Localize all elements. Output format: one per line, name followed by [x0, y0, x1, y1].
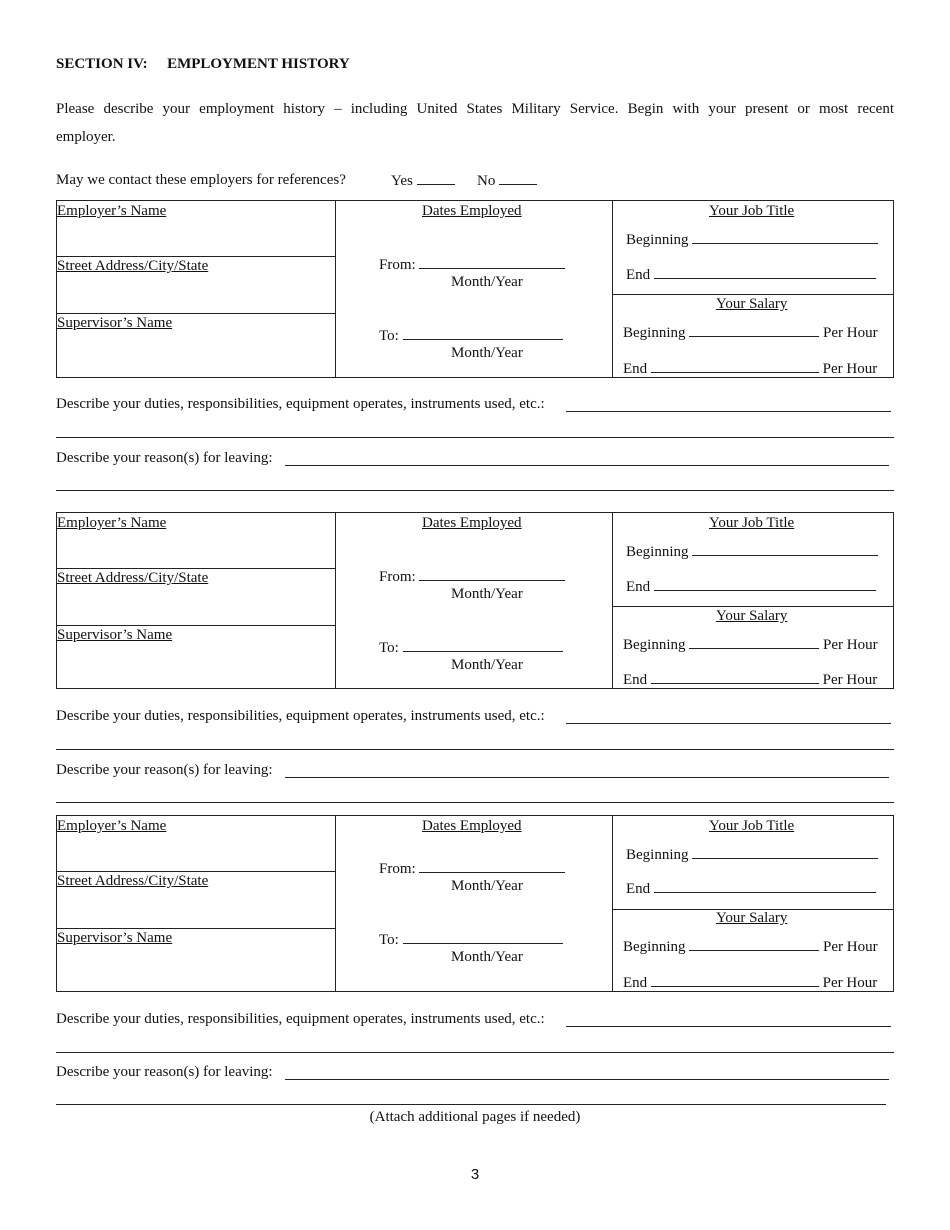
job-beginning-blank[interactable]	[692, 543, 878, 556]
supervisor-name-label: Supervisor’s Name	[57, 930, 173, 946]
reasons-label: Describe your reason(s) for leaving:	[56, 450, 273, 466]
from-month-year-label: Month/Year	[451, 274, 523, 290]
to-blank[interactable]	[403, 327, 563, 340]
reasons-line-2[interactable]	[56, 490, 894, 491]
from-blank[interactable]	[419, 256, 565, 269]
job-beginning-blank[interactable]	[692, 231, 878, 244]
contact-question-text: May we contact these employers for references?	[56, 172, 346, 188]
salary-label: Your Salary	[716, 910, 788, 926]
salary-beginning[interactable]	[623, 636, 878, 654]
per-hour-label: Per Hour	[822, 672, 878, 688]
per-hour-label: Per Hour	[823, 637, 878, 653]
per-hour-label: Per Hour	[823, 939, 878, 955]
from-blank[interactable]	[419, 568, 565, 581]
employer-name-label: Employer’s Name	[57, 203, 167, 219]
duties-blank[interactable]	[566, 1026, 891, 1027]
job-title-label: Your Job Title	[709, 818, 795, 834]
section-number: SECTION IV:	[56, 56, 148, 72]
salary-beginning-blank[interactable]	[689, 324, 819, 337]
dates-employed-label: Dates Employed	[422, 515, 522, 531]
employer-table-2	[56, 512, 894, 689]
job-title-end[interactable]	[626, 880, 876, 898]
salary-beginning-label: Beginning	[623, 637, 686, 653]
reasons-label: Describe your reason(s) for leaving:	[56, 762, 273, 778]
job-beginning-label: Beginning	[626, 232, 689, 248]
to-month-year-label: Month/Year	[451, 345, 523, 361]
to-field[interactable]	[379, 639, 563, 657]
job-end-blank[interactable]	[654, 578, 876, 591]
job-title-label: Your Job Title	[709, 203, 795, 219]
salary-end-blank[interactable]	[651, 671, 819, 684]
salary-label: Your Salary	[716, 608, 788, 624]
salary-beginning-blank[interactable]	[689, 938, 819, 951]
from-blank[interactable]	[419, 860, 565, 873]
job-end-label: End	[626, 267, 651, 283]
employer-table-3	[56, 815, 894, 992]
from-month-year-label: Month/Year	[451, 586, 523, 602]
contact-no[interactable]	[477, 172, 537, 190]
job-title-label: Your Job Title	[709, 515, 795, 531]
supervisor-name-label: Supervisor’s Name	[57, 315, 173, 331]
employer-name-label: Employer’s Name	[57, 515, 167, 531]
duties-line-2[interactable]	[56, 1052, 894, 1053]
supervisor-name-label: Supervisor’s Name	[57, 627, 173, 643]
from-month-year-label: Month/Year	[451, 878, 523, 894]
salary-end[interactable]	[623, 671, 877, 689]
contact-yes-blank[interactable]	[417, 172, 455, 185]
job-end-label: End	[626, 579, 651, 595]
job-title-beginning[interactable]	[626, 543, 878, 561]
job-title-end[interactable]	[626, 266, 876, 284]
section-heading	[56, 56, 350, 73]
salary-end[interactable]	[623, 974, 877, 992]
to-blank[interactable]	[403, 639, 563, 652]
salary-beginning-label: Beginning	[623, 939, 686, 955]
duties-line-2[interactable]	[56, 749, 894, 750]
intro-line-1: Please describe your employment history – including United States Military Service. Begin with your present or most recent	[56, 101, 894, 117]
reasons-blank[interactable]	[285, 465, 889, 466]
duties-label: Describe your duties, responsibilities, equipment operates, instruments used, etc.:	[56, 396, 545, 412]
street-address-label: Street Address/City/State	[57, 873, 209, 889]
from-field[interactable]	[379, 568, 565, 586]
job-title-beginning[interactable]	[626, 231, 878, 249]
contact-no-blank[interactable]	[499, 172, 537, 185]
attach-note	[0, 1109, 950, 1126]
to-field[interactable]	[379, 931, 563, 949]
section-title: EMPLOYMENT HISTORY	[167, 56, 350, 72]
salary-end[interactable]	[623, 360, 877, 378]
job-title-beginning[interactable]	[626, 846, 878, 864]
salary-beginning[interactable]	[623, 324, 878, 342]
page-number-text: 3	[470, 1166, 480, 1183]
from-label: From:	[379, 861, 416, 877]
to-blank[interactable]	[403, 931, 563, 944]
duties-blank[interactable]	[566, 723, 891, 724]
per-hour-label: Per Hour	[822, 361, 878, 377]
duties-question	[56, 1011, 545, 1028]
reasons-blank[interactable]	[285, 1079, 889, 1080]
employer-table-1	[56, 200, 894, 378]
duties-line-2[interactable]	[56, 437, 894, 438]
street-address-label: Street Address/City/State	[57, 258, 209, 274]
to-label: To:	[379, 932, 399, 948]
job-beginning-label: Beginning	[626, 847, 689, 863]
to-month-year-label: Month/Year	[451, 949, 523, 965]
job-end-blank[interactable]	[654, 880, 876, 893]
salary-beginning-label: Beginning	[623, 325, 686, 341]
reasons-line-2[interactable]	[56, 802, 894, 803]
employer-name-label: Employer’s Name	[57, 818, 167, 834]
salary-end-blank[interactable]	[651, 360, 819, 373]
contact-no-label: No	[477, 173, 496, 189]
duties-blank[interactable]	[566, 411, 891, 412]
to-month-year-label: Month/Year	[451, 657, 523, 673]
to-field[interactable]	[379, 327, 563, 345]
to-label: To:	[379, 328, 399, 344]
job-beginning-label: Beginning	[626, 544, 689, 560]
salary-end-blank[interactable]	[651, 974, 819, 987]
job-end-label: End	[626, 881, 651, 897]
reasons-label: Describe your reason(s) for leaving:	[56, 1064, 273, 1080]
reasons-line-2[interactable]	[56, 1104, 886, 1105]
reasons-question	[56, 1064, 273, 1081]
contact-yes[interactable]	[391, 172, 455, 190]
from-label: From:	[379, 569, 416, 585]
salary-beginning-blank[interactable]	[689, 636, 819, 649]
salary-end-label: End	[623, 975, 648, 991]
street-address-label: Street Address/City/State	[57, 570, 209, 586]
reasons-question	[56, 762, 273, 779]
duties-label: Describe your duties, responsibilities, equipment operates, instruments used, etc.:	[56, 1011, 545, 1027]
job-title-end[interactable]	[626, 578, 876, 596]
from-field[interactable]	[379, 860, 565, 878]
reasons-question	[56, 450, 273, 467]
attach-note-text: (Attach additional pages if needed)	[369, 1109, 581, 1125]
reasons-blank[interactable]	[285, 777, 889, 778]
job-beginning-blank[interactable]	[692, 846, 878, 859]
contact-question	[56, 172, 346, 189]
intro-line-2: employer.	[56, 129, 116, 145]
to-label: To:	[379, 640, 399, 656]
duties-question	[56, 396, 545, 413]
duties-label: Describe your duties, responsibilities, equipment operates, instruments used, etc.:	[56, 708, 545, 724]
salary-label: Your Salary	[716, 296, 788, 312]
page-number	[0, 1166, 950, 1183]
duties-question	[56, 708, 545, 725]
job-end-blank[interactable]	[654, 266, 876, 279]
dates-employed-label: Dates Employed	[422, 818, 522, 834]
salary-beginning[interactable]	[623, 938, 878, 956]
contact-yes-label: Yes	[391, 173, 413, 189]
per-hour-label: Per Hour	[822, 975, 878, 991]
from-field[interactable]	[379, 256, 565, 274]
from-label: From:	[379, 257, 416, 273]
salary-end-label: End	[623, 672, 648, 688]
salary-end-label: End	[623, 361, 648, 377]
per-hour-label: Per Hour	[823, 325, 878, 341]
dates-employed-label: Dates Employed	[422, 203, 522, 219]
